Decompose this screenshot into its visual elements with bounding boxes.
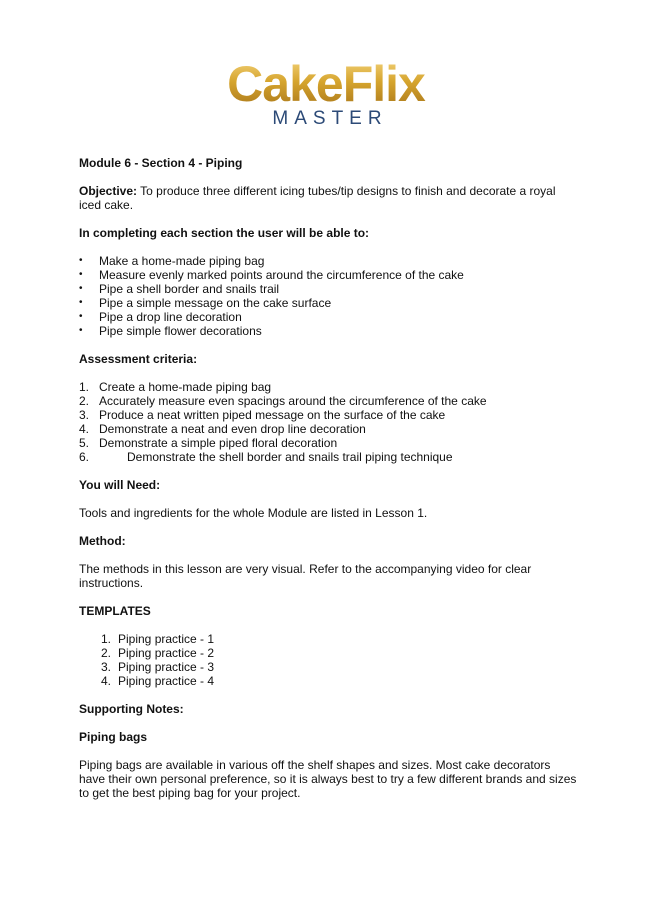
list-item: • Pipe a simple message on the cake surface bbox=[79, 296, 579, 310]
list-number: 5. bbox=[79, 436, 90, 450]
template-link[interactable]: Piping practice - 4 bbox=[118, 674, 215, 688]
document-body bbox=[79, 156, 579, 800]
list-item bbox=[101, 632, 579, 646]
list-text: Demonstrate a neat and even drop line decoration bbox=[99, 422, 366, 436]
list-item: • Pipe simple flower decorations bbox=[79, 324, 579, 338]
objective-label: Objective: bbox=[79, 184, 138, 198]
objective-paragraph bbox=[79, 184, 579, 212]
template-link[interactable]: Piping practice - 3 bbox=[118, 660, 215, 674]
list-text: Produce a neat written piped message on the surface of the cake bbox=[99, 408, 446, 422]
template-link[interactable]: Piping practice - 2 bbox=[118, 646, 215, 660]
assessment-heading: Assessment criteria: bbox=[79, 352, 198, 366]
list-text: Accurately measure even spacings around the circumference of the cake bbox=[99, 394, 487, 408]
piping-bags-text: Piping bags are available in various off the shelf shapes and sizes. Most cake decorators have their own personal preference, so it is always best to try a few different brands and sizes to get the best piping bag for your project. bbox=[79, 758, 577, 800]
list-text: Demonstrate a simple piped floral decoration bbox=[99, 436, 338, 450]
list-item: • Pipe a drop line decoration bbox=[79, 310, 579, 324]
supporting-heading: Supporting Notes: bbox=[79, 702, 184, 716]
list-number: 3. bbox=[79, 408, 90, 422]
method-text: The methods in this lesson are very visual. Refer to the accompanying video for clear instructions. bbox=[79, 562, 532, 590]
list-item: • Pipe a shell border and snails trail bbox=[79, 282, 579, 296]
objective-text: To produce three different icing tubes/tip designs to finish and decorate a royal iced cake. bbox=[79, 184, 556, 212]
list-number: 1. bbox=[101, 632, 112, 646]
list-item bbox=[79, 436, 579, 450]
list-item: • Make a home-made piping bag bbox=[79, 254, 579, 268]
list-item bbox=[79, 422, 579, 436]
list-text: Create a home-made piping bag bbox=[99, 380, 272, 394]
list-item bbox=[79, 450, 579, 464]
criteria-list bbox=[79, 380, 579, 464]
list-number: 2. bbox=[79, 394, 90, 408]
abilities-list bbox=[79, 254, 579, 338]
list-number: 1. bbox=[79, 380, 90, 394]
list-number: 4. bbox=[79, 422, 90, 436]
module-title: Module 6 - Section 4 - Piping bbox=[79, 156, 243, 170]
list-number: 3. bbox=[101, 660, 112, 674]
list-number: 6. bbox=[79, 450, 90, 464]
logo-subtitle: MASTER bbox=[272, 108, 388, 129]
list-item bbox=[101, 674, 579, 688]
list-number: 2. bbox=[101, 646, 112, 660]
piping-bags-heading: Piping bags bbox=[79, 730, 148, 744]
list-text: Demonstrate the shell border and snails trail piping technique bbox=[127, 450, 453, 464]
list-item bbox=[79, 394, 579, 408]
need-heading: You will Need: bbox=[79, 478, 161, 492]
list-item bbox=[79, 380, 579, 394]
need-text: Tools and ingredients for the whole Module are listed in Lesson 1. bbox=[79, 506, 428, 520]
list-item bbox=[79, 408, 579, 422]
list-item bbox=[101, 646, 579, 660]
list-item: • Measure evenly marked points around the circumference of the cake bbox=[79, 268, 579, 282]
list-item bbox=[101, 660, 579, 674]
completing-heading: In completing each section the user will be able to: bbox=[79, 226, 370, 240]
templates-list bbox=[79, 632, 579, 688]
cakeflix-logo bbox=[0, 58, 652, 129]
templates-heading: TEMPLATES bbox=[79, 604, 151, 618]
template-link[interactable]: Piping practice - 1 bbox=[118, 632, 215, 646]
logo-wordmark: CakeFlix bbox=[0, 58, 652, 110]
method-heading: Method: bbox=[79, 534, 126, 548]
list-number: 4. bbox=[101, 674, 112, 688]
